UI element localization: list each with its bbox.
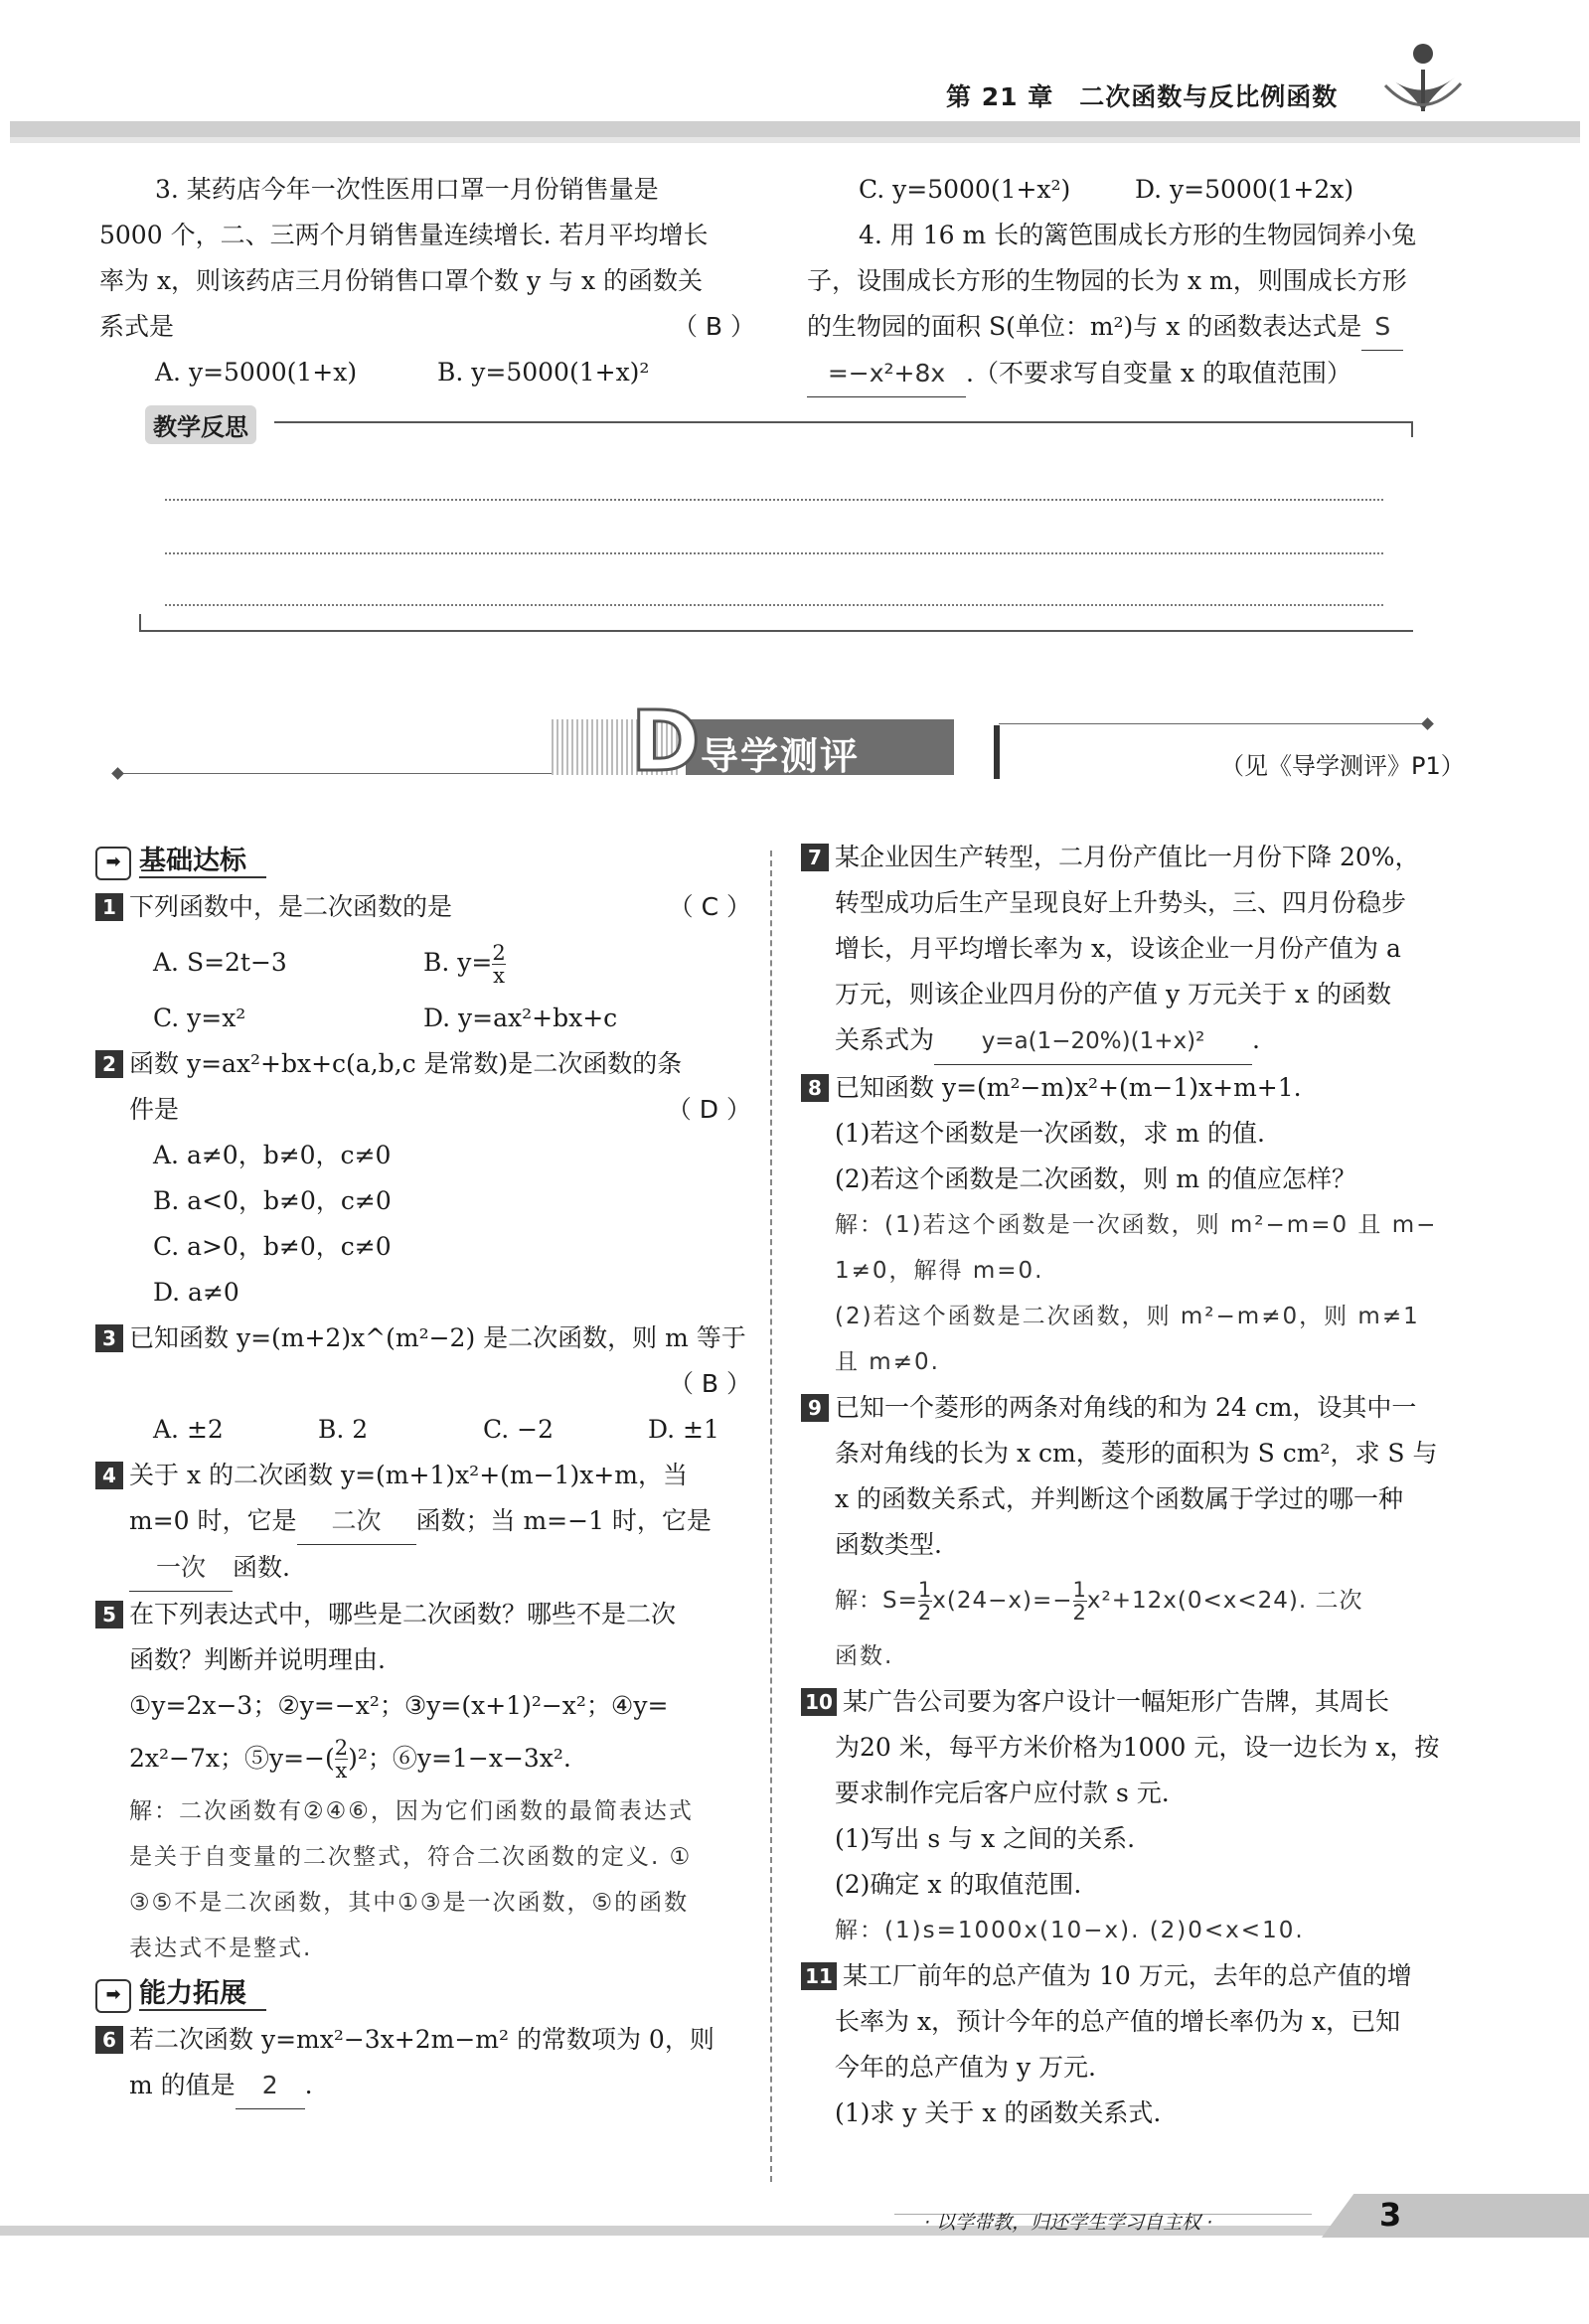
- solution-text: 且 m≠0.: [835, 1349, 940, 1375]
- right-column: [801, 835, 1463, 2136]
- option-d: D. y=ax²+bx+c: [423, 1004, 618, 1032]
- option-b: B. y= $\frac{2}{x}$: [423, 940, 506, 988]
- question-part: (1)写出 s 与 x 之间的关系.: [835, 1824, 1136, 1853]
- left-column: [95, 839, 751, 2109]
- question-8: [801, 1065, 1463, 1111]
- question-text: 条对角线的长为 x cm，菱形的面积为 S cm²，求 S 与: [835, 1439, 1438, 1468]
- question-text: 长率为 x，预计今年的总产值的增长率仍为 x，已知: [835, 2007, 1401, 2036]
- question-text: 关于 x 的二次函数 y=(m+1)x²+(m−1)x+m，当: [129, 1461, 688, 1489]
- question-text: 已知函数 y=(m²−m)x²+(m−1)x+m+1.: [835, 1073, 1302, 1102]
- answer-mark: （ C ）: [668, 892, 751, 921]
- question-text: 函数.: [233, 1553, 290, 1582]
- solution-text: 解：(1)s=1000x(10−x). (2)0<x<10.: [835, 1918, 1305, 1943]
- question-text: 已知函数 y=(m+2)x^(m²−2) 是二次函数，则 m 等于: [129, 1323, 746, 1352]
- question-text: 函数；当 m=−1 时，它是: [415, 1506, 712, 1535]
- question-text: 的生物园的面积 S(单位：m²)与 x 的函数表达式是: [807, 312, 1362, 341]
- expression-list: 2x²−7x；⑤y=−( $\frac{2}{x}$ )²；⑥y=1−x−3x².: [129, 1735, 571, 1782]
- banner-letter: D: [631, 693, 701, 790]
- page-number: 3: [1379, 2196, 1402, 2234]
- section-basic: [95, 839, 751, 884]
- question-text: 某工厂前年的总产值为 10 万元，去年的总产值的增: [843, 1961, 1412, 1990]
- question-10: [801, 1679, 1463, 1725]
- option-b: B. y=5000(1+x)²: [437, 358, 650, 387]
- header-rule: [10, 121, 1580, 137]
- column-separator: [770, 851, 772, 2182]
- question-text: 4. 用 16 m 长的篱笆围成长方形的生物园饲养小兔: [859, 221, 1417, 249]
- question-text: .: [1252, 1025, 1260, 1054]
- solution-text: 表达式不是整式.: [129, 1936, 313, 1961]
- question-number: 7: [801, 844, 829, 871]
- reflection-line: [165, 499, 1383, 501]
- option-c: C. −2: [483, 1415, 554, 1444]
- option-c: C. a>0，b≠0，c≠0: [153, 1232, 392, 1261]
- banner-rule-right: [999, 723, 1426, 724]
- chapter-title: 第 21 章 二次函数与反比例函数: [946, 82, 1339, 111]
- question-text: .: [304, 2071, 313, 2099]
- section-banner: [552, 693, 999, 790]
- top-question-3: [99, 167, 755, 395]
- question-number: 4: [95, 1462, 123, 1489]
- arrow-icon: ➡: [95, 847, 131, 880]
- question-6: [95, 2017, 751, 2063]
- solution-text: 是关于自变量的二次整式，符合二次函数的定义. ①: [129, 1844, 693, 1870]
- answer-blank: =−x²+8x: [807, 351, 966, 397]
- question-text: 增长，月平均增长率为 x，设该企业一月份产值为 a: [835, 934, 1401, 963]
- banner-title: 导学测评: [701, 734, 861, 778]
- question-text: 系式是: [99, 312, 175, 341]
- question-part: (1)若这个函数是一次函数，求 m 的值.: [835, 1119, 1265, 1148]
- solution-text: 1≠0，解得 m=0.: [835, 1258, 1044, 1284]
- question-text: 下列函数中，是二次函数的是: [129, 892, 453, 921]
- reflection-corner: [139, 614, 141, 630]
- question-text: 为20 米，每平方米价格为1000 元，设一边长为 x，按: [835, 1733, 1440, 1762]
- question-text: 某企业因生产转型，二月份产值比一月份下降 20%，: [835, 843, 1420, 871]
- diamond-icon: [1421, 717, 1434, 730]
- question-text: 3. 某药店今年一次性医用口罩一月份销售量是: [155, 175, 659, 204]
- option-c: C. y=5000(1+x²): [859, 175, 1071, 204]
- option-a: A. a≠0，b≠0，c≠0: [153, 1141, 392, 1169]
- section-title: 能力拓展: [139, 1978, 266, 2011]
- section-extension: [95, 1971, 751, 2017]
- question-text: 在下列表达式中，哪些是二次函数？哪些不是二次: [129, 1600, 677, 1628]
- solution-text: ③⑤不是二次函数，其中①③是一次函数，⑤的函数: [129, 1890, 690, 1916]
- reflection-top-rule: [274, 421, 1413, 423]
- option-b: B. 2: [318, 1415, 369, 1444]
- question-number: 10: [801, 1688, 837, 1716]
- question-text: 件是: [129, 1095, 180, 1124]
- question-number: 9: [801, 1394, 829, 1422]
- question-number: 5: [95, 1601, 123, 1628]
- solution-text: 解：二次函数有②④⑥，因为它们函数的最简表达式: [129, 1798, 694, 1824]
- reflection-line: [165, 552, 1383, 554]
- question-number: 1: [95, 893, 123, 921]
- banner-end-bar: [994, 725, 1000, 779]
- question-7: [801, 835, 1463, 880]
- option-a: A. ±2: [153, 1415, 224, 1444]
- question-3: [95, 1316, 751, 1361]
- reflection-line: [165, 604, 1383, 606]
- reflection-corner: [1411, 421, 1413, 437]
- question-text: 若二次函数 y=mx²−3x+2m−m² 的常数项为 0，则: [129, 2025, 715, 2054]
- question-text: m=0 时，它是: [129, 1506, 297, 1535]
- solution-text: 函数.: [835, 1643, 894, 1669]
- answer-blank: S: [1361, 304, 1403, 351]
- question-text: 今年的总产值为 y 万元.: [835, 2053, 1096, 2082]
- answer-blank: 一次: [129, 1545, 233, 1592]
- question-number: 8: [801, 1074, 829, 1102]
- question-text: 子，设围成长方形的生物园的长为 x m，则围成长方形: [807, 266, 1407, 295]
- section-title: 基础达标: [139, 846, 266, 878]
- option-d: D. a≠0: [153, 1278, 239, 1307]
- question-text: 已知一个菱形的两条对角线的和为 24 cm，设其中一: [835, 1393, 1417, 1422]
- question-text: 要求制作完后客户应付款 s 元.: [835, 1779, 1170, 1807]
- solution-text: 解：S= $\frac{1}{2}$ x(24−x)=− $\frac{1}{2}$ x²+12x(0<x<24). 二次: [835, 1577, 1363, 1625]
- solution-text: (2)若这个函数是二次函数，则 m²−m≠0，则 m≠1: [835, 1304, 1420, 1329]
- answer-mark: （ D ）: [666, 1095, 751, 1124]
- question-5: [95, 1592, 751, 1637]
- question-text: x 的函数关系式，并判断这个函数属于学过的哪一种: [835, 1484, 1404, 1513]
- reflection-bottom-rule: [139, 630, 1413, 632]
- question-number: 11: [801, 1962, 837, 1990]
- question-text: m 的值是: [129, 2071, 236, 2099]
- option-b: B. a<0，b≠0，c≠0: [153, 1186, 392, 1215]
- question-text: 某广告公司要为客户设计一幅矩形广告牌，其周长: [843, 1687, 1390, 1716]
- question-number: 6: [95, 2026, 123, 2054]
- arrow-icon: ➡: [95, 1979, 131, 2013]
- question-text: 函数 y=ax²+bx+c(a,b,c 是常数)是二次函数的条: [129, 1049, 683, 1078]
- footer: [0, 2194, 1589, 2238]
- option-d: D. y=5000(1+2x): [1135, 175, 1354, 204]
- chapter-logo-icon: [1383, 40, 1463, 121]
- answer-blank: 二次: [297, 1498, 416, 1545]
- option-a: A. y=5000(1+x): [155, 358, 358, 387]
- question-9: [801, 1385, 1463, 1431]
- question-part: (2)确定 x 的取值范围.: [835, 1870, 1082, 1899]
- footer-slogan: · 以学带教，归还学生学习自主权 ·: [924, 2212, 1213, 2234]
- solution-text: 解：(1)若这个函数是一次函数，则 m²−m=0 且 m−: [835, 1212, 1438, 1238]
- option-c: C. y=x²: [153, 1004, 246, 1032]
- question-text: 函数类型.: [835, 1530, 942, 1559]
- question-number: 3: [95, 1324, 123, 1352]
- answer-mark: （ B ）: [672, 312, 755, 341]
- question-part: (2)若这个函数是二次函数，则 m 的值应怎样？: [835, 1164, 1357, 1193]
- header-rule-light: [10, 137, 1580, 143]
- option-a: A. S=2t−3: [153, 948, 287, 977]
- expression-list: ①y=2x−3；②y=−x²；③y=(x+1)²−x²；④y=: [129, 1691, 669, 1720]
- answer-mark: （ B ）: [668, 1369, 751, 1398]
- question-text: 5000 个，二、三两个月销售量连续增长. 若月平均增长: [99, 221, 709, 249]
- question-text: 函数？判断并说明理由.: [129, 1645, 386, 1674]
- answer-blank: 2: [236, 2063, 305, 2109]
- question-text: 关系式为: [835, 1025, 935, 1054]
- question-number: 2: [95, 1050, 123, 1078]
- question-4: [95, 1453, 751, 1498]
- diamond-icon: [111, 767, 124, 780]
- question-text: 转型成功后生产呈现良好上升势头，三、四月份稳步: [835, 888, 1407, 917]
- question-11: [801, 1953, 1463, 1999]
- question-2: [95, 1041, 751, 1087]
- answer-blank: y=a(1−20%)(1+x)²: [934, 1018, 1252, 1065]
- top-question-4: [807, 167, 1463, 397]
- question-text: .（不要求写自变量 x 的取值范围）: [966, 359, 1351, 387]
- banner-reference: （见《导学测评》P1）: [1220, 752, 1465, 780]
- option-d: D. ±1: [648, 1415, 719, 1444]
- reflection-title: 教学反思: [145, 405, 256, 444]
- question-1: [95, 884, 751, 930]
- question-part: (1)求 y 关于 x 的函数关系式.: [835, 2098, 1162, 2127]
- question-text: 率为 x，则该药店三月份销售口罩个数 y 与 x 的函数关: [99, 266, 704, 295]
- question-text: 万元，则该企业四月份的产值 y 万元关于 x 的函数: [835, 980, 1392, 1008]
